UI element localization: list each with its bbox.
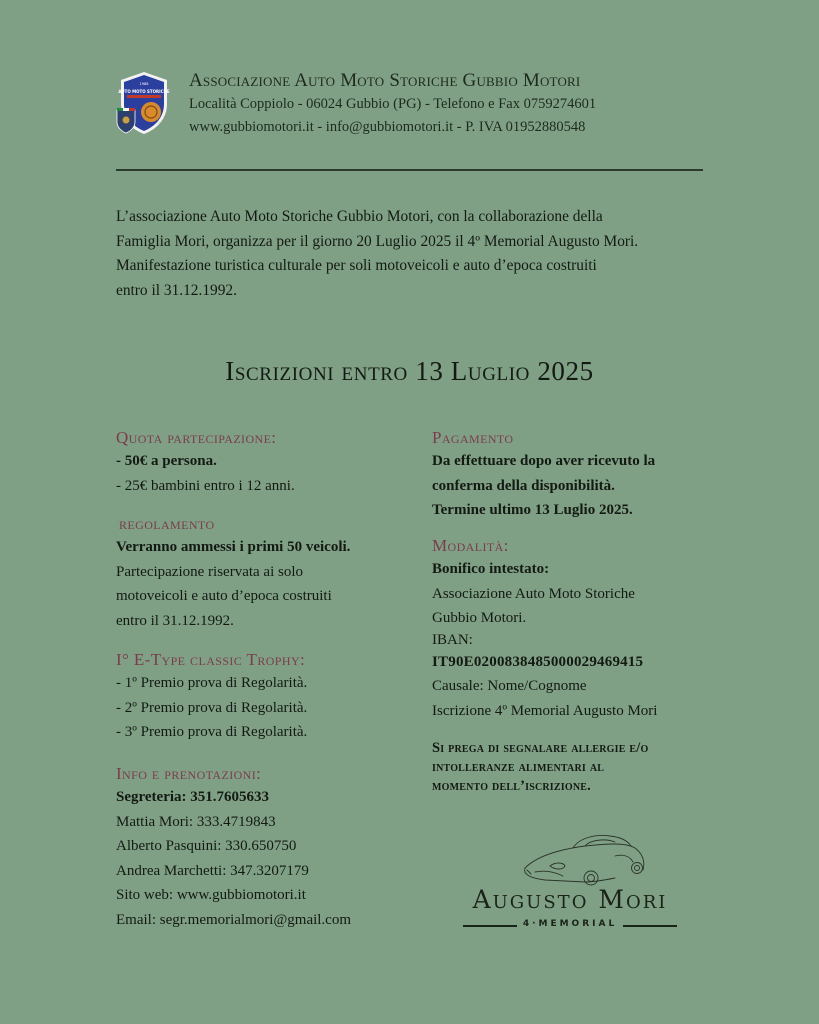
regolamento-line: entro il 31.12.1992.: [116, 612, 234, 629]
quota-adult: - 50€ a persona.: [116, 453, 217, 469]
quota-heading: Quota partecipazione:: [116, 428, 277, 447]
brand-rule-right: [623, 925, 677, 927]
causale-line: Causale: Nome/Cognome: [432, 678, 587, 694]
pagamento-line: Termine ultimo 13 Luglio 2025.: [432, 502, 633, 518]
pagamento-line: Da effettuare dopo aver ricevuto la: [432, 453, 656, 469]
memorial-name: Augusto Mori: [472, 885, 668, 914]
iban-value: IT90E0200838485000029469415: [432, 653, 644, 670]
club-shield-logo: [115, 70, 173, 136]
pagamento-section: [432, 427, 722, 523]
info-heading: Info e prenotazioni:: [116, 764, 262, 783]
regolamento-heading: regolamento: [119, 514, 215, 533]
modalita-heading: Modalità:: [432, 536, 509, 555]
regolamento-line: Partecipazione riservata ai solo: [116, 563, 304, 580]
memorial-subtitle: 4·MEMORIAL: [522, 919, 618, 929]
allergy-notice-line: Si prega di segnalare allergie e/o: [432, 740, 649, 756]
info-contact: Alberto Pasquini: 330.650750: [116, 838, 297, 854]
trophy-prize: - 2º Premio prova di Regolarità.: [116, 699, 308, 716]
intro-line: entro il 31.12.1992.: [116, 281, 237, 299]
trophy-prize: - 3º Premio prova di Regolarità.: [116, 724, 308, 740]
vintage-car-icon: [455, 828, 685, 890]
info-segreteria: Segreteria: 351.7605633: [116, 789, 270, 805]
iban-label: IBAN:: [432, 631, 473, 648]
causale-line: Iscrizione 4º Memorial Augusto Mori: [432, 702, 658, 719]
modalita-section: [432, 535, 722, 723]
memorial-logo: [455, 828, 685, 938]
association-contacts: www.gubbiomotori.it - info@gubbiomotori.it - P. IVA 01952880548: [189, 119, 586, 135]
quota-children: - 25€ bambini entro i 12 anni.: [116, 477, 295, 494]
allergy-notice-line: momento dell’iscrizione.: [432, 778, 591, 794]
trophy-prize: - 1º Premio prova di Regolarità.: [116, 675, 308, 691]
intro-line: Manifestazione turistica culturale per soli motoveicoli e auto d’epoca costruiti: [116, 257, 597, 274]
info-section: [116, 763, 416, 932]
info-contact: Mattia Mori: 333.4719843: [116, 813, 276, 830]
modalita-line: Associazione Auto Moto Storiche: [432, 585, 635, 602]
pagamento-line: conferma della disponibilità.: [432, 477, 615, 494]
header-divider: [116, 169, 703, 171]
registration-deadline-title: Iscrizioni entro 13 Luglio 2025: [225, 356, 594, 386]
info-website: Sito web: www.gubbiomotori.it: [116, 887, 306, 903]
allergy-notice: [432, 739, 712, 796]
regolamento-bold: Verranno ammessi i primi 50 veicoli.: [116, 539, 351, 555]
intro-line: L’associazione Auto Moto Storiche Gubbio Motori, con la collaborazione della: [116, 208, 603, 225]
modalita-bold: Bonifico intestato:: [432, 561, 550, 577]
pagamento-heading: Pagamento: [432, 428, 514, 447]
logo-text: AUTO MOTO STORICHE: [118, 89, 170, 94]
association-address: Località Coppiolo - 06024 Gubbio (PG) - Telefono e Fax 0759274601: [189, 96, 597, 112]
trophy-section: [116, 649, 416, 745]
shield-icon: [115, 70, 173, 136]
logo-year: 1988: [139, 82, 149, 86]
modalita-line: Gubbio Motori.: [432, 610, 527, 626]
regolamento-section: [116, 513, 416, 633]
intro-line: Famiglia Mori, organizza per il giorno 20 Luglio 2025 il 4º Memorial Augusto Mori.: [116, 232, 639, 250]
quota-section: [116, 427, 416, 498]
association-title: Associazione Auto Moto Storiche Gubbio Motori: [189, 70, 581, 91]
info-email: Email: segr.memorialmori@gmail.com: [116, 911, 352, 928]
allergy-notice-line: intolleranze alimentari al: [432, 759, 605, 775]
info-contact: Andrea Marchetti: 347.3207179: [116, 862, 309, 879]
trophy-heading: I° E-Type classic Trophy:: [116, 650, 306, 669]
regolamento-line: motoveicoli e auto d’epoca costruiti: [116, 588, 332, 604]
intro-paragraph: [116, 205, 716, 303]
